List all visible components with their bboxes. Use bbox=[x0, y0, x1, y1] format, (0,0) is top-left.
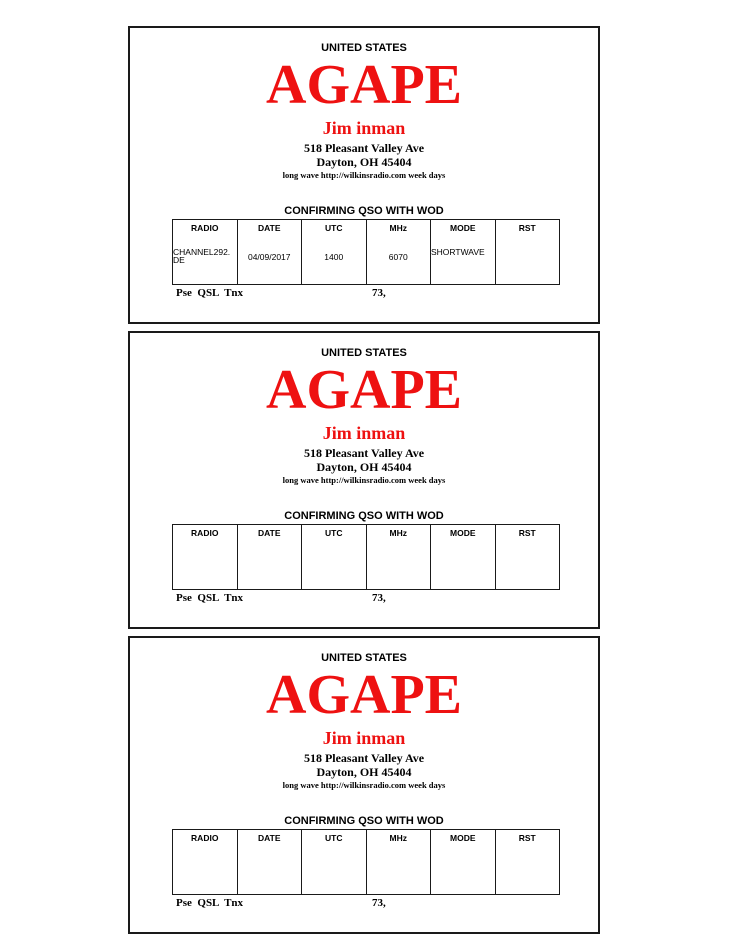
rst-cell bbox=[495, 547, 560, 590]
address-line-1: 518 Pleasant Valley Ave bbox=[303, 446, 425, 460]
station-note: long wave http://wilkinsradio.com week days bbox=[282, 780, 446, 790]
mhz-cell: 6070 bbox=[366, 242, 431, 285]
operator-name: Jim inman bbox=[322, 423, 406, 443]
station-note: long wave http://wilkinsradio.com week days bbox=[282, 475, 446, 485]
col-mode-header: MODE bbox=[431, 525, 496, 548]
col-mode-header: MODE bbox=[431, 830, 496, 853]
closing-text: 73, bbox=[372, 287, 386, 299]
operator-name: Jim inman bbox=[322, 118, 406, 138]
qso-header-row bbox=[173, 220, 560, 243]
col-rst-header: RST bbox=[495, 220, 560, 243]
qso-table bbox=[172, 219, 560, 285]
col-mhz-header: MHz bbox=[366, 830, 431, 853]
radio-cell bbox=[173, 547, 238, 590]
country-label: UNITED STATES bbox=[321, 347, 407, 359]
col-radio-header: RADIO bbox=[173, 525, 238, 548]
col-utc-header: UTC bbox=[302, 220, 367, 243]
utc-cell: 1400 bbox=[302, 242, 367, 285]
col-utc-header: UTC bbox=[302, 830, 367, 853]
closing-text: 73, bbox=[372, 592, 386, 604]
callsign-title: AGAPE bbox=[266, 54, 462, 116]
address-line-1: 518 Pleasant Valley Ave bbox=[303, 751, 425, 765]
signoff-text: Pse QSL Tnx bbox=[176, 592, 244, 604]
signoff-text: Pse QSL Tnx bbox=[176, 287, 244, 299]
closing-text: 73, bbox=[372, 897, 386, 909]
qso-header-row bbox=[173, 525, 560, 548]
confirm-heading: CONFIRMING QSO WITH WOD bbox=[284, 510, 444, 522]
signoff-text: Pse QSL Tnx bbox=[176, 897, 244, 909]
qso-header-row bbox=[173, 830, 560, 853]
station-note: long wave http://wilkinsradio.com week days bbox=[282, 170, 446, 180]
address-line-2: Dayton, OH 45404 bbox=[316, 155, 412, 169]
col-date-header: DATE bbox=[237, 220, 302, 243]
qso-data-row bbox=[173, 852, 560, 895]
qso-data-row bbox=[173, 242, 560, 285]
confirm-heading: CONFIRMING QSO WITH WOD bbox=[284, 205, 444, 217]
date-cell: 04/09/2017 bbox=[237, 242, 302, 285]
callsign-title: AGAPE bbox=[266, 359, 462, 421]
date-cell bbox=[237, 852, 302, 895]
country-label: UNITED STATES bbox=[321, 42, 407, 54]
col-radio-header: RADIO bbox=[173, 220, 238, 243]
mhz-cell bbox=[366, 547, 431, 590]
date-cell bbox=[237, 547, 302, 590]
qso-data-row bbox=[173, 547, 560, 590]
address-line-2: Dayton, OH 45404 bbox=[316, 765, 412, 779]
qsl-card-3 bbox=[128, 636, 600, 934]
mode-cell bbox=[431, 547, 496, 590]
col-date-header: DATE bbox=[237, 525, 302, 548]
mode-cell bbox=[431, 852, 496, 895]
rst-cell bbox=[495, 852, 560, 895]
radio-cell bbox=[173, 852, 238, 895]
qso-table bbox=[172, 524, 560, 590]
col-date-header: DATE bbox=[237, 830, 302, 853]
radio-cell: CHANNEL292.DE bbox=[173, 242, 238, 285]
col-utc-header: UTC bbox=[302, 525, 367, 548]
col-mhz-header: MHz bbox=[366, 525, 431, 548]
col-rst-header: RST bbox=[495, 830, 560, 853]
address-line-2: Dayton, OH 45404 bbox=[316, 460, 412, 474]
utc-cell bbox=[302, 547, 367, 590]
callsign-title: AGAPE bbox=[266, 664, 462, 726]
address-line-1: 518 Pleasant Valley Ave bbox=[303, 141, 425, 155]
col-radio-header: RADIO bbox=[173, 830, 238, 853]
col-rst-header: RST bbox=[495, 525, 560, 548]
utc-cell bbox=[302, 852, 367, 895]
qso-table bbox=[172, 829, 560, 895]
qsl-card-2 bbox=[128, 331, 600, 629]
rst-cell bbox=[495, 242, 560, 285]
operator-name: Jim inman bbox=[322, 728, 406, 748]
mhz-cell bbox=[366, 852, 431, 895]
mode-cell: SHORTWAVE bbox=[431, 242, 496, 285]
confirm-heading: CONFIRMING QSO WITH WOD bbox=[284, 815, 444, 827]
col-mode-header: MODE bbox=[431, 220, 496, 243]
qsl-card-1 bbox=[128, 26, 600, 324]
col-mhz-header: MHz bbox=[366, 220, 431, 243]
country-label: UNITED STATES bbox=[321, 652, 407, 664]
